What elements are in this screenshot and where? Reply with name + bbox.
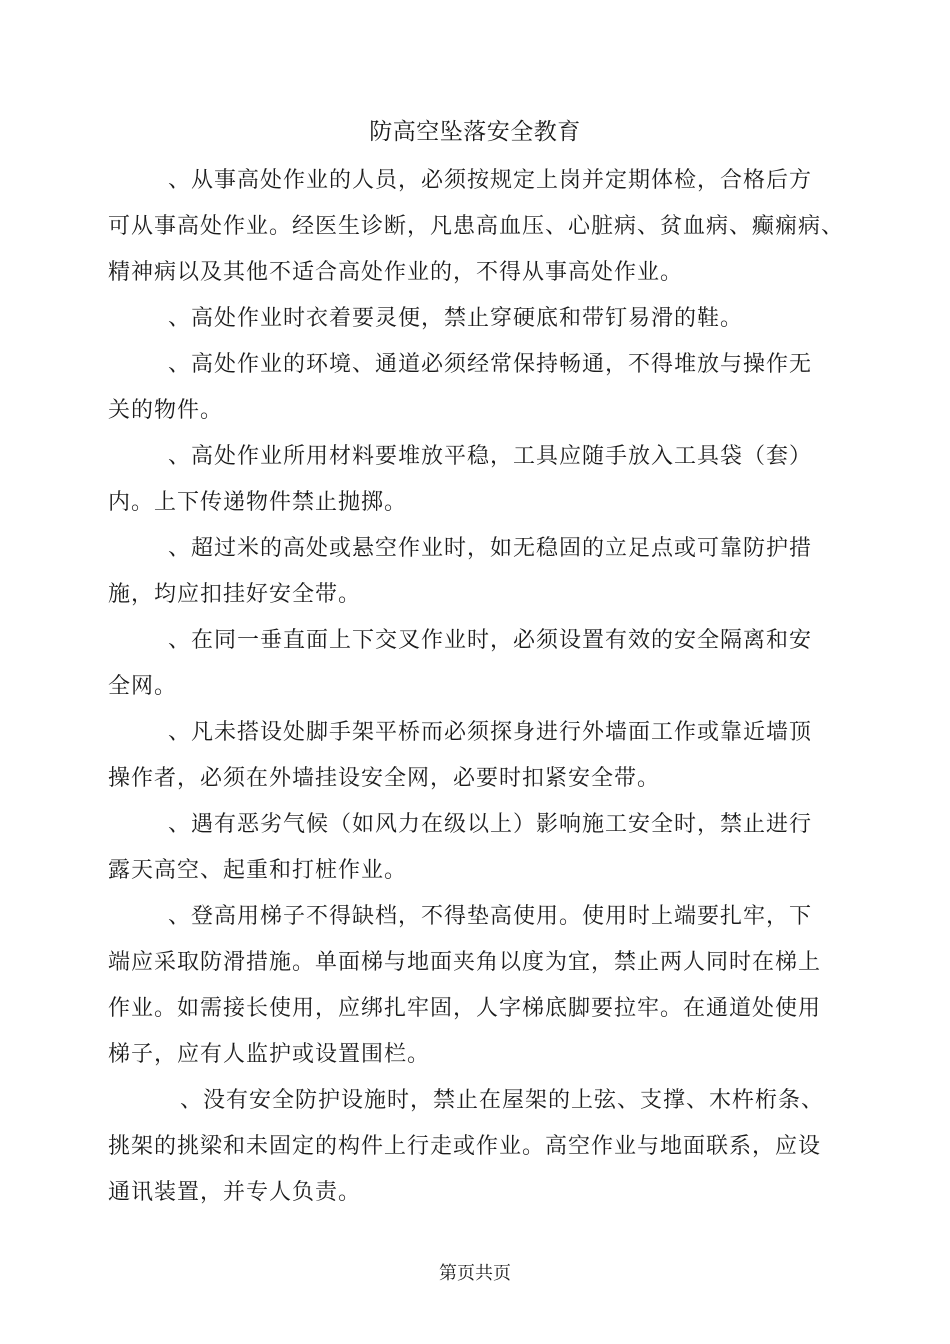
page-footer: 第页共页 [439,1263,511,1284]
text-line: 精神病以及其他不适合高处作业的，不得从事高处作业。 [108,260,684,285]
text-line: 端应采取防滑措施。单面梯与地面夹角以度为宜，禁止两人同时在梯上 [108,950,822,975]
text-line: 全网。 [108,674,178,699]
text-line: 、没有安全防护设施时，禁止在屋架的上弦、支撑、木杵桁条、 [180,1088,825,1113]
text-line: 、高处作业所用材料要堆放平稳，工具应随手放入工具袋（套） [168,444,813,469]
text-line: 、高处作业的环境、通道必须经常保持畅通，不得堆放与操作无 [168,352,813,377]
text-line: 关的物件。 [108,398,224,423]
text-line: 挑架的挑梁和未固定的构件上行走或作业。高空作业与地面联系，应设 [108,1134,822,1159]
text-line: 施，均应扣挂好安全带。 [108,582,362,607]
text-line: 通讯装置，并专人负责。 [108,1180,362,1205]
text-line: 、高处作业时衣着要灵便，禁止穿硬底和带钉易滑的鞋。 [168,306,744,331]
text-line: 可从事高处作业。经医生诊断，凡患高血压、心脏病、贫血病、癫痫病、 [108,214,845,239]
text-line: 、从事高处作业的人员，必须按规定上岗并定期体检，合格后方 [168,168,813,193]
text-line: 操作者，必须在外墙挂设安全网，必要时扣紧安全带。 [108,766,661,791]
text-line: 、登高用梯子不得缺档，不得垫高使用。使用时上端要扎牢，下 [168,904,813,929]
text-line: 、凡未搭设处脚手架平桥而必须探身进行外墙面工作或靠近墙顶 [168,720,813,745]
text-line: 作业。如需接长使用，应绑扎牢固，人字梯底脚要拉牢。在通道处使用 [108,996,822,1021]
text-line: 、超过米的高处或悬空作业时，如无稳固的立足点或可靠防护措 [168,536,813,561]
text-line: 露天高空、起重和打桩作业。 [108,858,408,883]
text-line: 梯子，应有人监护或设置围栏。 [108,1042,431,1067]
text-line: 内。上下传递物件禁止抛掷。 [108,490,408,515]
text-line: 、在同一垂直面上下交叉作业时，必须设置有效的安全隔离和安 [168,628,813,653]
document-title: 防高空坠落安全教育 [369,119,581,145]
text-line: 、遇有恶劣气候（如风力在级以上）影响施工安全时，禁止进行 [168,812,813,837]
